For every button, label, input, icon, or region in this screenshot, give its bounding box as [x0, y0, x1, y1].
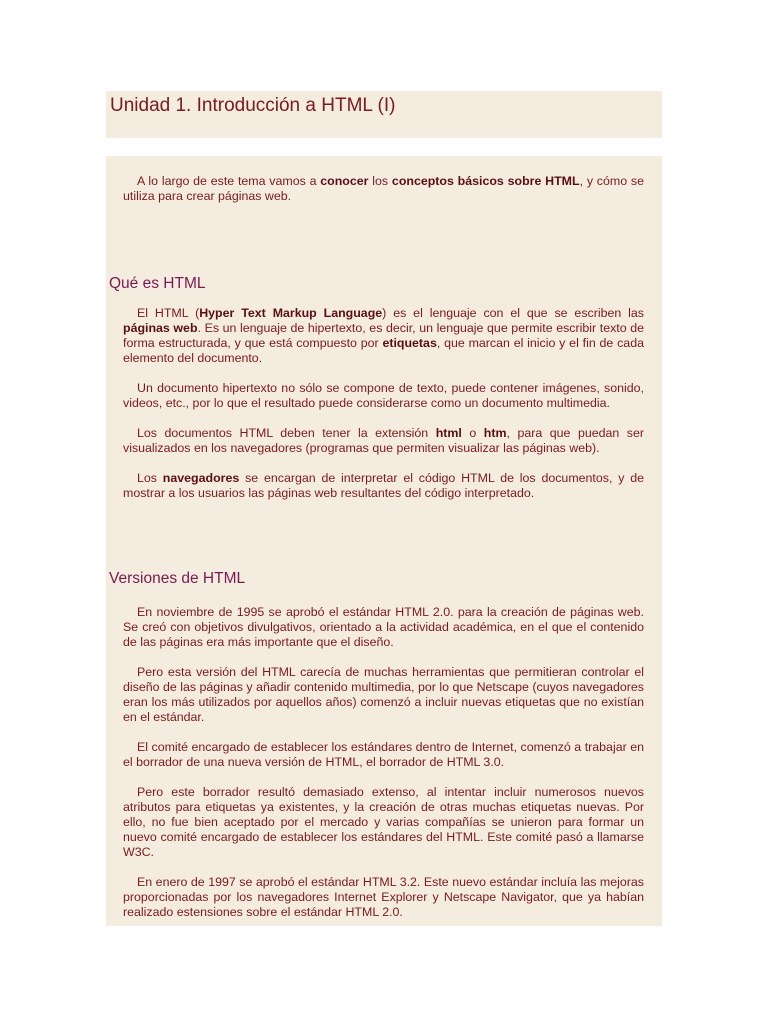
- section-heading-versiones: Versiones de HTML: [109, 570, 246, 587]
- paragraph-html-definition: El HTML (Hyper Text Markup Language) es el lenguaje con el que se escriben las páginas web. Es un lenguaje de hipertexto, es decir, un lenguaje que permite escribir texto de forma estructurada, y que está compuesto por etiquetas, que marcan el inicio y el fin de cada elemento del documento.: [123, 306, 644, 365]
- paragraph-extension: Los documentos HTML deben tener la extensión html o htm, para que puedan ser visualizados en los navegadores (programas que permiten visualizar las páginas web).: [123, 426, 645, 455]
- paragraph-version-4: Pero este borrador resultó demasiado extenso, al intentar incluir numerosos nuevos atributos para etiquetas ya existentes, y la creación de otras muchas etiquetas nuevas. Por ello, no fue bien aceptado por el mercado y varias compañías se unieron para formar un nuevo comité encargado de establecer los estándares del HTML. Este comité pasó a llamarse W3C.: [123, 785, 644, 859]
- paragraph-version-2: Pero esta versión del HTML carecía de muchas herramientas que permitieran controlar el diseño de las páginas y añadir contenido multimedia, por lo que Netscape (cuyos navegadores eran los más utilizados por aquellos años) comenzó a incluir nuevas etiquetas que no existían en el estándar.: [123, 665, 644, 724]
- paragraph-navegadores: Los navegadores se encargan de interpretar el código HTML de los documentos, y de mostrar a los usuarios las páginas web resultantes del código interpretado.: [123, 471, 644, 500]
- intro-paragraph: A lo largo de este tema vamos a conocer los conceptos básicos sobre HTML, y cómo se utiliza para crear páginas web.: [123, 174, 644, 203]
- paragraph-version-1: En noviembre de 1995 se aprobó el estándar HTML 2.0. para la creación de páginas web. Se creó con objetivos divulgativos, orientado a la actividad académica, en el que el contenido de las páginas era más importante que el diseño.: [123, 605, 644, 649]
- paragraph-hipertexto: Un documento hipertexto no sólo se compone de texto, puede contener imágenes, sonido, videos, etc., por lo que el resultado puede considerarse como un documento multimedia.: [123, 381, 644, 410]
- content-body: [109, 172, 645, 920]
- unit-title: Unidad 1. Introducción a HTML (I): [110, 95, 396, 116]
- content-panel: [106, 156, 662, 926]
- paragraph-version-3: El comité encargado de establecer los estándares dentro de Internet, comenzó a trabajar en el borrador de una nueva versión de HTML, el borrador de HTML 3.0.: [123, 740, 644, 769]
- paragraph-version-5: En enero de 1997 se aprobó el estándar HTML 3.2. Este nuevo estándar incluía las mejoras proporcionadas por los navegadores Internet Explorer y Netscape Navigator, que ya habían realizado estensiones sobre el estándar HTML 2.0.: [123, 875, 644, 919]
- title-panel: [106, 91, 662, 138]
- section-heading-que-es-html: Qué es HTML: [109, 275, 206, 292]
